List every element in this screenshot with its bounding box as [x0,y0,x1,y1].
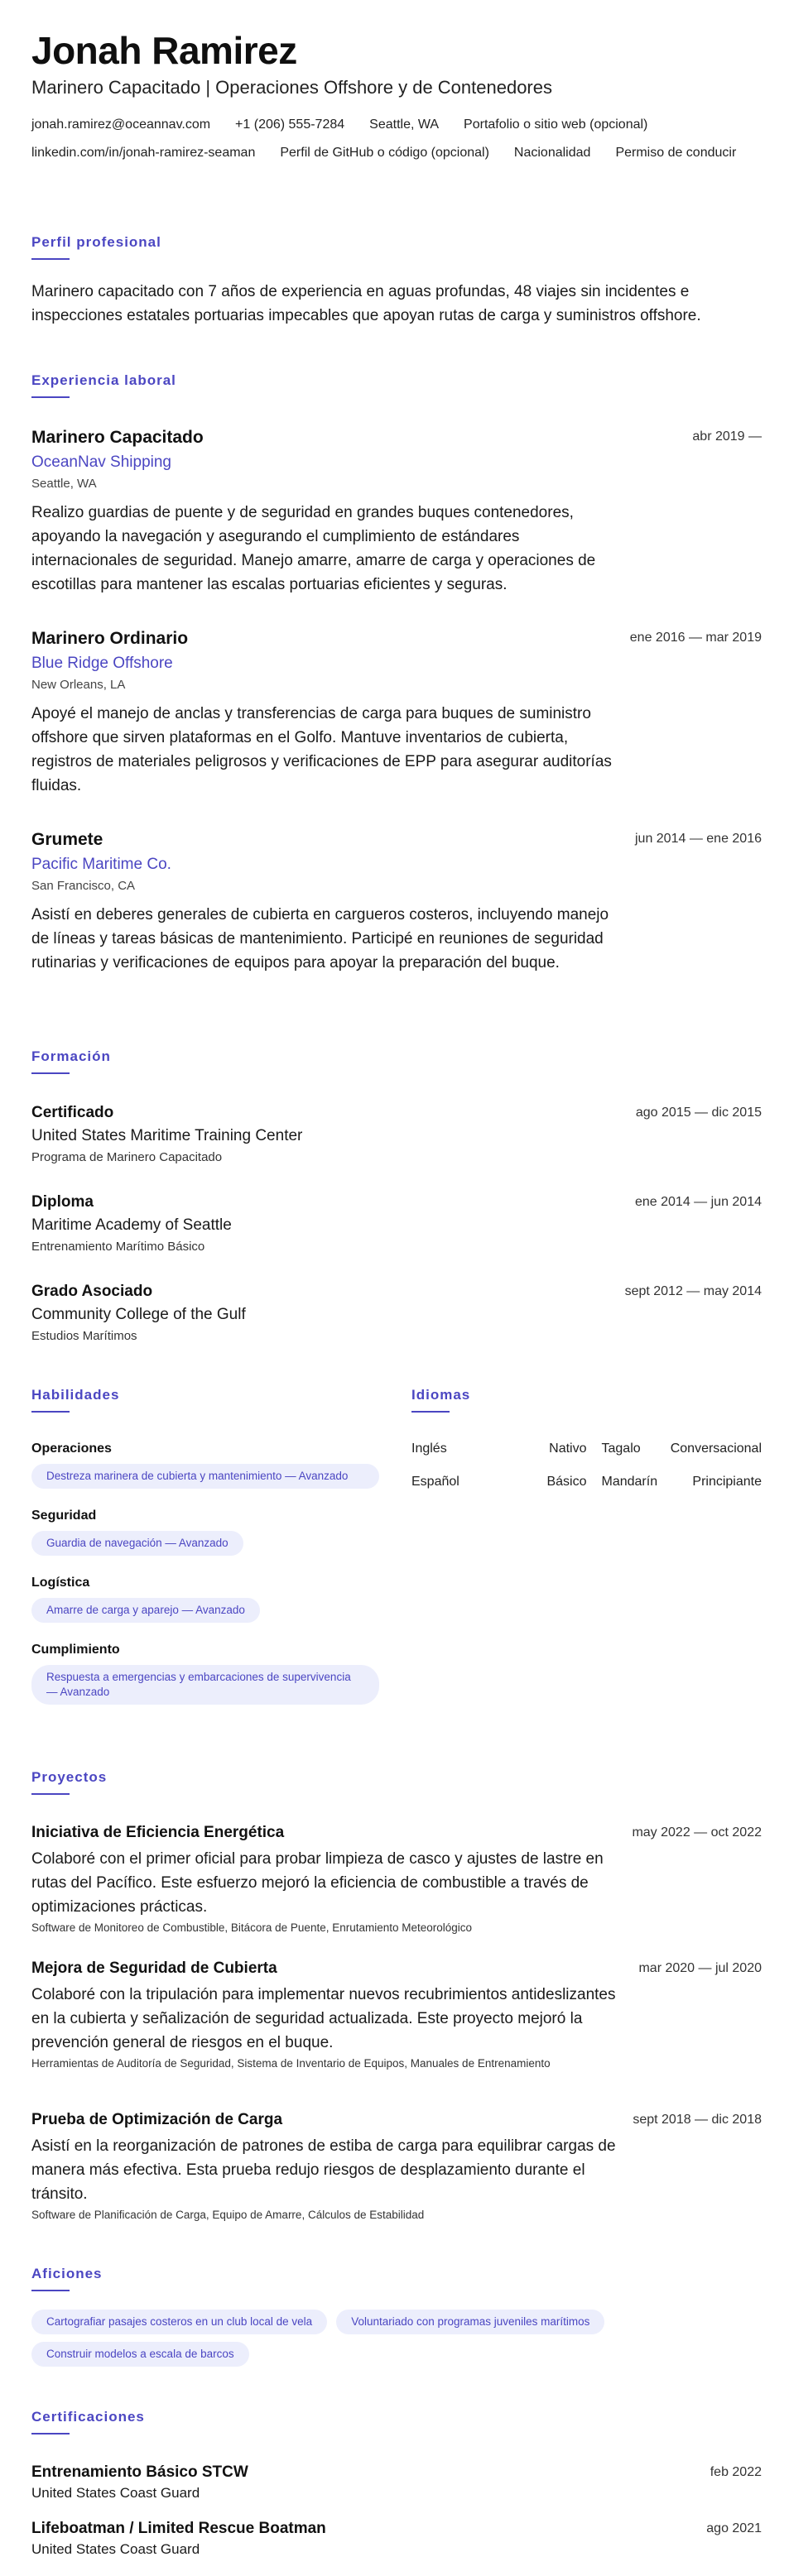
section-divider [411,1411,450,1413]
certification-name: Lifeboatman / Limited Rescue Boatman [31,2520,326,2537]
job-description: Realizo guardias de puente y de seguridad en grandes buques contenedores, apoyando la navegación y asegurando el cumplimiento de estándares internacionales de seguridad. Manejo amarre, amarre de carga y operaciones de escotillas para mantener las escalas portuarias eficientes y seguras. [31,504,596,593]
skill-category: Cumplimiento [31,1643,120,1657]
skills-list [31,1442,379,1725]
project-description: Colaboré con el primer oficial para probar limpieza de casco y ajustes de lastre en rutas del Pacífico. Este esfuerzo mejoró la eficiencia de combustible a través de optimizaciones prácticas. [31,1850,604,1916]
experience-item [31,830,762,975]
contact-location: Seattle, WA [369,118,440,132]
section-title-skills: Habilidades [31,1387,120,1403]
section-divider [31,1793,70,1795]
certification-date: ago 2021 [706,2521,762,2535]
education-field: Programa de Marinero Capacitado [31,1150,223,1164]
language-level: Conversacional [670,1442,762,1456]
language-item [411,1475,587,1489]
education-school: United States Maritime Training Center [31,1127,303,1144]
section-title-projects: Proyectos [31,1769,108,1785]
skill-chip: Amarre de carga y aparejo — Avanzado [31,1598,260,1623]
project-item [31,1824,762,1936]
job-dates: jun 2014 — ene 2016 [634,832,762,846]
experience-item [31,629,762,798]
project-dates: mar 2020 — jul 2020 [638,1961,762,1975]
language-name: Tagalo [601,1442,641,1456]
contact-email[interactable]: jonah.ramirez@oceannav.com [31,118,211,132]
education-school: Maritime Academy of Seattle [31,1216,232,1234]
language-name: Mandarín [601,1475,658,1489]
certification-name: Entrenamiento Básico STCW [31,2463,248,2481]
headline: Marinero Capacitado | Operaciones Offshore y de Contenedores [31,77,552,98]
skill-group [31,1576,379,1623]
candidate-name: Jonah Ramirez [31,29,297,72]
job-title: Marinero Ordinario [31,629,189,648]
certification-issuer: United States Coast Guard [31,2541,200,2557]
project-title: Prueba de Optimización de Carga [31,2111,283,2128]
education-dates: sept 2012 — may 2014 [624,1284,762,1298]
certification-item [31,2463,762,2502]
certification-date: feb 2022 [710,2465,762,2479]
education-item [31,1104,762,1164]
education-dates: ene 2014 — jun 2014 [634,1195,762,1209]
job-company: OceanNav Shipping [31,453,171,471]
job-description: Asistí en deberes generales de cubierta en cargueros costeros, incluyendo manejo de líneas y tareas básicas de mantenimiento. Participé en reuniones de seguridad rutinarias y verificaciones de equipos para apoyar la preparación del buque. [31,906,609,971]
hobbies-list [31,2310,743,2367]
job-company: Pacific Maritime Co. [31,856,171,873]
experience-item [31,428,762,597]
education-field: Estudios Marítimos [31,1329,137,1343]
job-company: Blue Ridge Offshore [31,655,173,672]
job-location: Seattle, WA [31,477,97,491]
project-tech: Herramientas de Auditoría de Seguridad, Sistema de Inventario de Equipos, Manuales de Entrenamiento [31,2057,551,2070]
section-title-certifications: Certificaciones [31,2409,145,2425]
language-item [411,1442,587,1456]
skill-category: Operaciones [31,1442,112,1456]
language-level: Nativo [549,1442,587,1456]
project-description: Colaboré con la tripulación para implementar nuevos recubrimientos antideslizantes en la cubierta y señalización de seguridad actualizada. Este proyecto mejoró la prevención general de riesgos en el buque. [31,1986,616,2051]
language-name: Inglés [411,1442,447,1456]
education-item [31,1193,762,1254]
skill-category: Logística [31,1576,90,1590]
hobby-chip: Voluntariado con programas juveniles marítimos [336,2310,604,2334]
language-level: Principiante [692,1475,762,1489]
section-title-experience: Experiencia laboral [31,372,176,388]
summary-text: Marinero capacitado con 7 años de experiencia en aguas profundas, 48 viajes sin incidentes e inspecciones estatales portuarias impecables que apoyan rutas de carga y suministros offshore. [31,283,701,324]
section-title-hobbies: Aficiones [31,2266,103,2281]
section-divider [31,258,70,260]
section-title-languages: Idiomas [411,1387,471,1403]
project-tech: Software de Monitoreo de Combustible, Bitácora de Puente, Enrutamiento Meteorológico [31,1921,473,1934]
job-location: New Orleans, LA [31,678,126,692]
project-item [31,2111,762,2223]
education-degree: Certificado [31,1104,114,1121]
contact-phone[interactable]: +1 (206) 555-7284 [235,118,345,132]
contact-portfolio[interactable]: Portafolio o sitio web (opcional) [464,118,648,132]
job-location: San Francisco, CA [31,879,136,893]
languages-list [411,1442,762,1508]
section-title-education: Formación [31,1048,111,1064]
language-row [411,1442,762,1456]
section-divider [31,1072,70,1074]
education-degree: Diploma [31,1193,94,1211]
section-divider [31,396,70,398]
section-divider [31,1411,70,1413]
section-title-summary: Perfil profesional [31,234,161,250]
project-title: Iniciativa de Eficiencia Energética [31,1824,285,1841]
education-item [31,1283,762,1343]
project-title: Mejora de Seguridad de Cubierta [31,1960,277,1977]
section-divider [31,2290,70,2291]
project-description: Asistí en la reorganización de patrones de estiba de carga para equilibrar cargas de manera más efectiva. Esta prueba redujo riesgos de desplazamiento durante el tránsito. [31,2137,616,2203]
certification-issuer: United States Coast Guard [31,2485,200,2501]
project-tech: Software de Planificación de Carga, Equipo de Amarre, Cálculos de Estabilidad [31,2209,425,2221]
language-item [587,1442,763,1456]
skill-chip: Guardia de navegación — Avanzado [31,1531,243,1556]
job-dates: ene 2016 — mar 2019 [629,631,762,645]
job-dates: abr 2019 — [692,429,762,444]
project-dates: sept 2018 — dic 2018 [633,2113,762,2127]
hobby-chip: Construir modelos a escala de barcos [31,2342,249,2367]
project-dates: may 2022 — oct 2022 [632,1825,762,1840]
language-name: Español [411,1475,459,1489]
education-field: Entrenamiento Marítimo Básico [31,1240,205,1254]
contact-github[interactable]: Perfil de GitHub o código (opcional) [280,146,489,160]
skill-group [31,1643,379,1705]
education-school: Community College of the Gulf [31,1306,246,1323]
education-degree: Grado Asociado [31,1283,153,1300]
section-divider [31,2433,70,2434]
project-item [31,1960,762,2071]
contact-nationality: Nacionalidad [513,146,591,160]
contact-driving-license: Permiso de conducir [615,146,737,160]
education-dates: ago 2015 — dic 2015 [635,1106,762,1120]
skill-category: Seguridad [31,1509,97,1523]
hobby-chip: Cartografiar pasajes costeros en un club local de vela [31,2310,327,2334]
contact-linkedin[interactable]: linkedin.com/in/jonah-ramirez-seaman [31,146,256,160]
skill-chip: Respuesta a emergencias y embarcaciones de supervivencia — Avanzado [31,1665,379,1705]
language-row [411,1475,762,1489]
language-item [587,1475,763,1489]
contact-list [31,116,760,162]
skill-chip: Destreza marinera de cubierta y mantenimiento — Avanzado [31,1464,379,1489]
job-title: Grumete [31,830,103,849]
job-title: Marinero Capacitado [31,428,204,447]
language-level: Básico [546,1475,587,1489]
job-description: Apoyé el manejo de anclas y transferencias de carga para buques de suministro offshore que sirven plataformas en el Golfo. Mantuve inventarios de cubierta, registros de materiales peligrosos y verificaciones de EPP para asegurar auditorías fluidas. [31,705,612,794]
skill-group [31,1509,379,1556]
certification-item [31,2520,762,2558]
skill-group [31,1442,379,1489]
